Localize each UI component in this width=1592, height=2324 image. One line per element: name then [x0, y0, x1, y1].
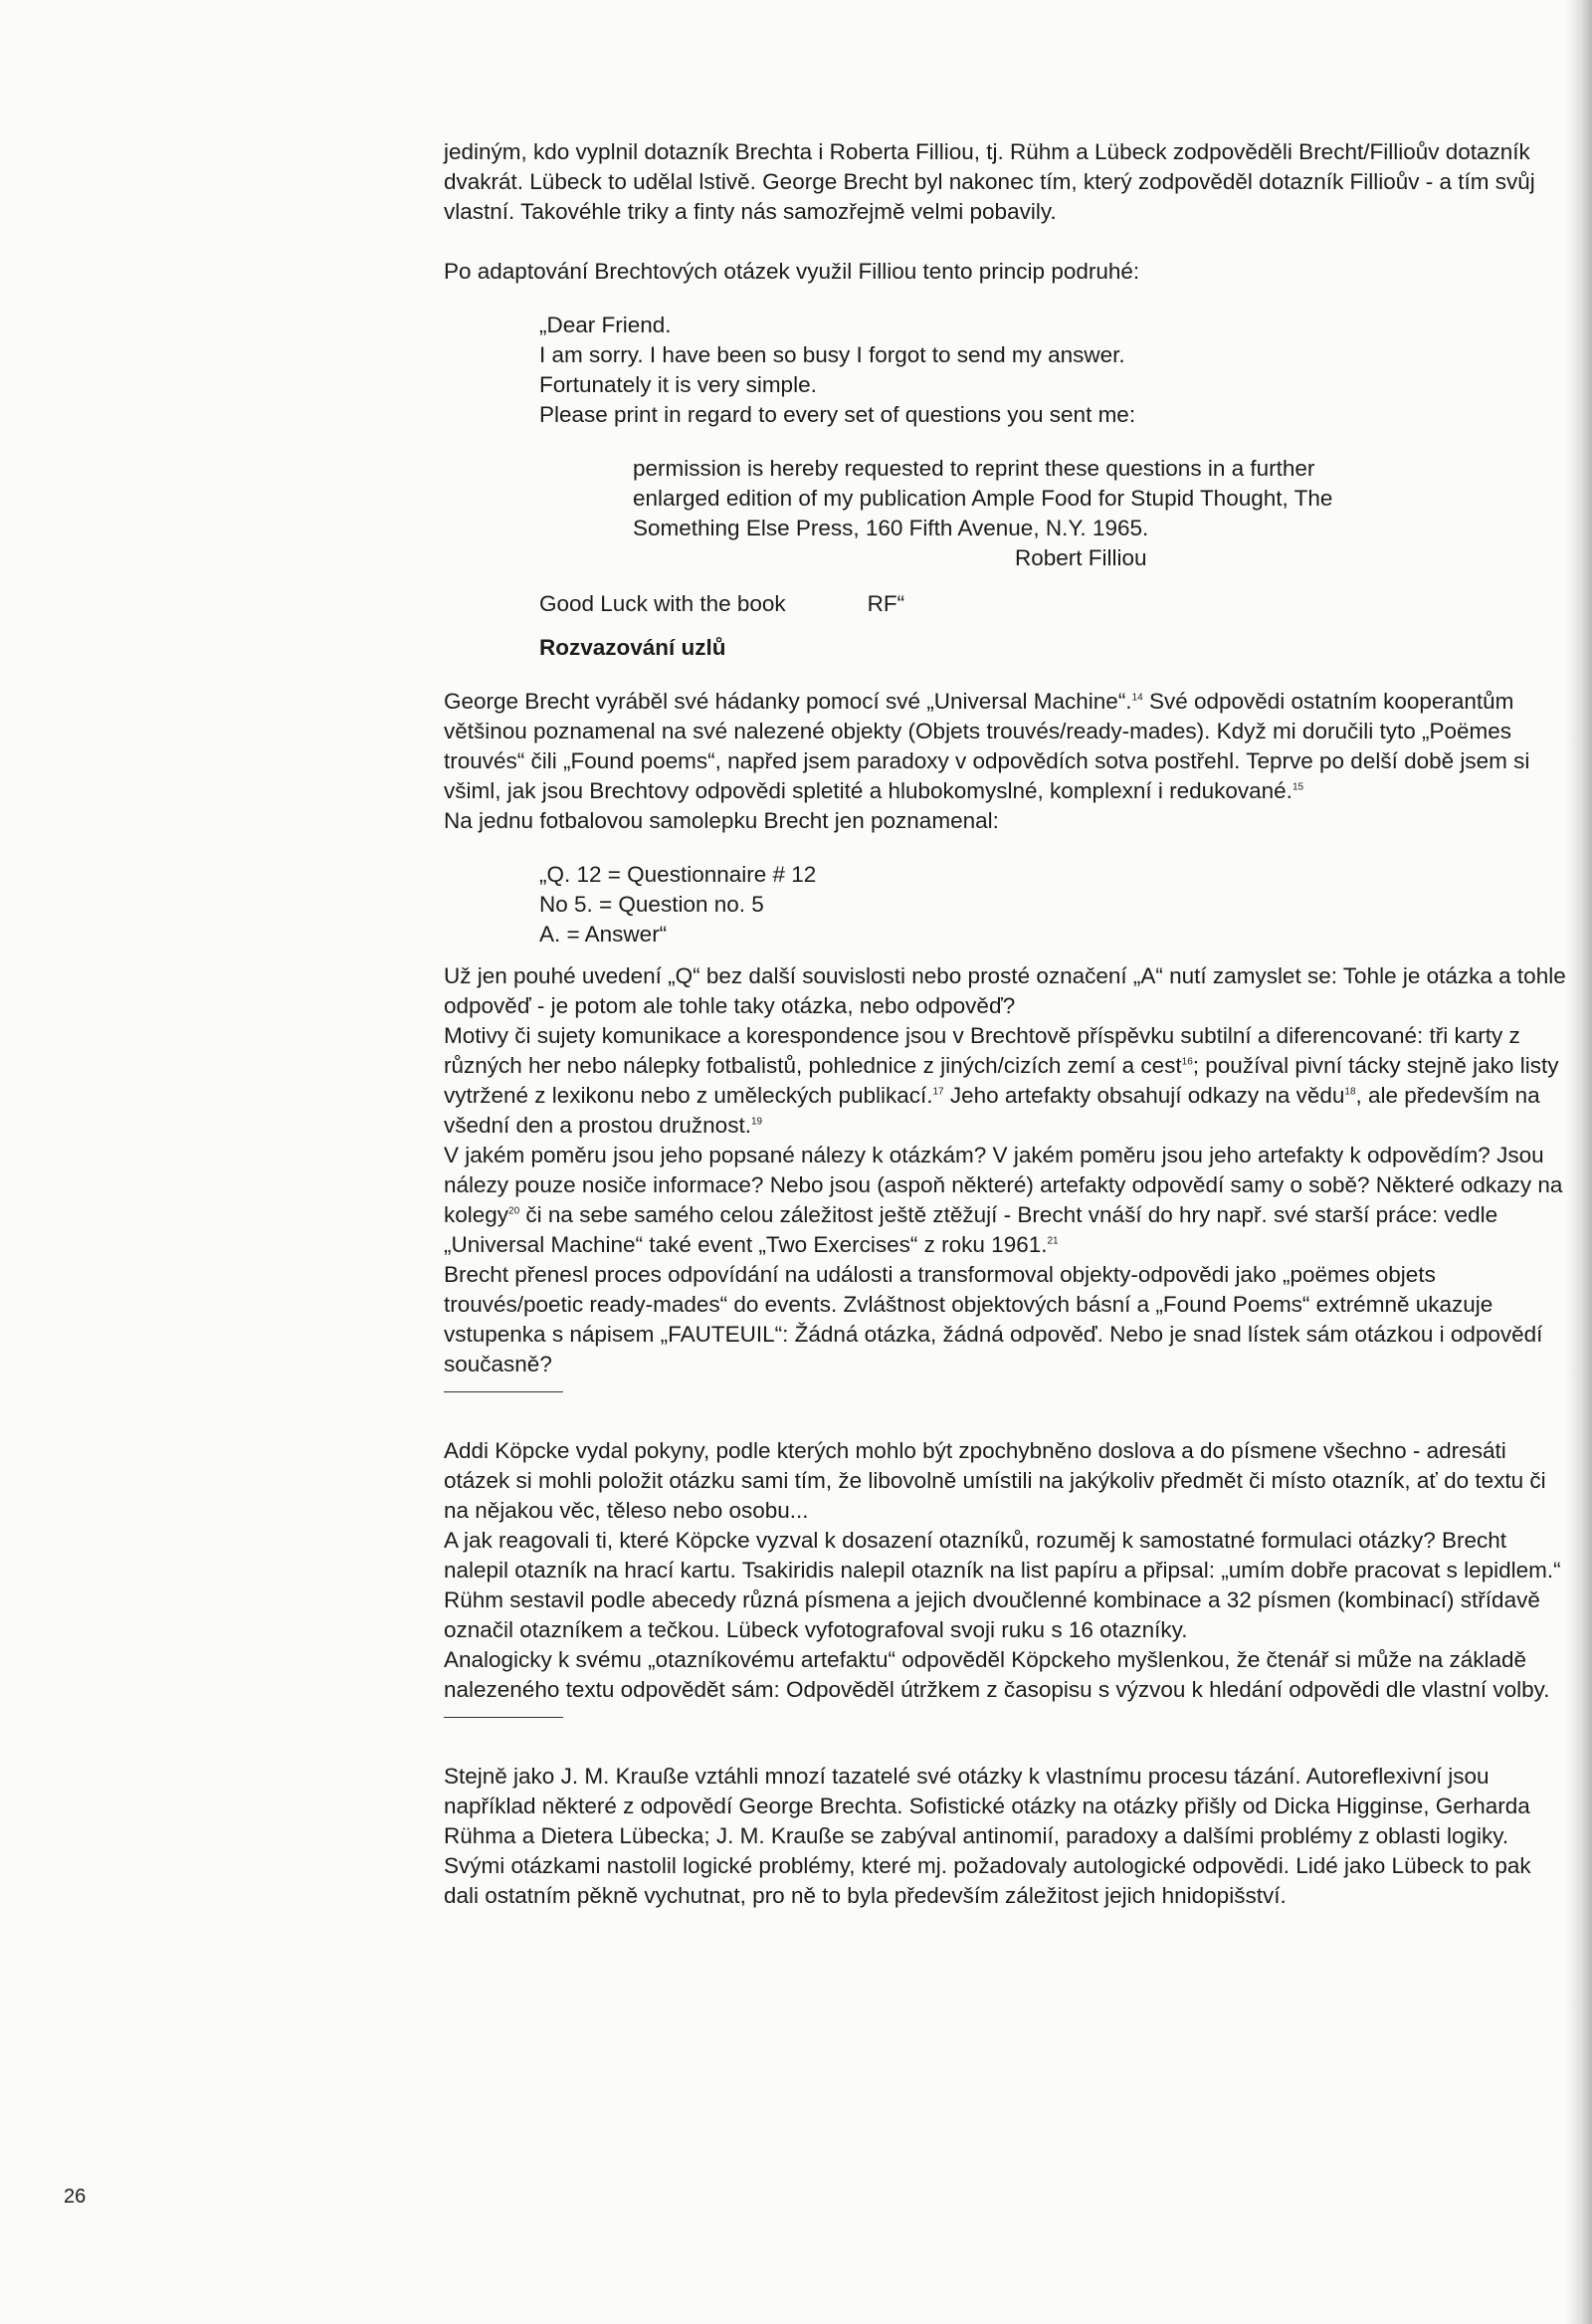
footnote-ref: 16: [1181, 1056, 1193, 1068]
text-run: George Brecht vyráběl své hádanky pomocí své „Universal Machine“.: [444, 689, 1132, 714]
section3-paragraph: Stejně jako J. M. Krauße vztáhli mnozí tazatelé své otázky k vlastnímu procesu tázání. Autoreflexivní jsou například některé z odpovědí George Brechta. Sofistické otázky na otázky přišly od Dicka Higginse, Gerharda Rühma a Dietera Lübecka; J. M. Krauße se zabýval antinomií, paradoxy a dalšími problémy z oblasti logiky. Svými otázkami nastolil logické problémy, které mj. požadovaly autologické odpovědi. Lidé jako Lübeck to pak dali ostatním pěkně vychutnat, pro ně to byla především záležitost jejich hnidopišství.: [444, 1764, 1531, 1908]
section1-paragraph: [444, 1021, 1568, 1141]
footnote-ref: 17: [932, 1086, 944, 1098]
brecht-note-line: A. = Answer“: [539, 922, 668, 947]
section-heading: Rozvazování uzlů: [539, 635, 726, 660]
section1-paragraph: Brecht přenesl proces odpovídání na události a transformoval objekty-odpovědi jako „poëmes objets trouvés/poetic ready-mades“ do events. Zvláštnost objektových básní a „Found Poems“ extrémně ukazuje vstupenka s nápisem „FAUTEUIL“: Žádná otázka, žádná odpověď. Nebo je snad lístek sám otázkou i odpovědí současně?: [444, 1262, 1543, 1376]
section-divider: [444, 1391, 563, 1392]
letter-initials: RF“: [867, 591, 905, 616]
section2-paragraph: A jak reagovali ti, které Köpcke vyzval k dosazení otazníků, rozuměj k samostatné formulaci otázky? Brecht nalepil otazník na hrací kartu. Tsakiridis nalepil otazník na list papíru a připsal: „umím dobře pracovat s lepidlem.“ Rühm sestavil podle abecedy různá písmena a jejich dvoučlenné kombinace a 32 písmen (kombinací) střídavě označil otazníkem a tečkou. Lübeck vyfotografoval svoji ruku s 16 otazníky.: [444, 1528, 1561, 1642]
letter-line: „Dear Friend.: [539, 313, 672, 337]
brecht-note-line: No 5. = Question no. 5: [539, 892, 764, 917]
text-run: či na sebe samého celou záležitost ještě ztěžují - Brecht vnáší do hry např. své starší práce: vedle „Universal Machine“ také event „Two Exercises“ z roku 1961.: [444, 1202, 1498, 1257]
text-run: V jakém poměru jsou jeho popsané nálezy k otázkám? V jakém poměru jsou jeho artefakty k odpovědím? Jsou nálezy pouze nosiče informace? Nebo jsou (aspoň některé) artefakty odpovědí samy o sobě? Některé odkazy na kolegy: [444, 1143, 1563, 1227]
footnote-ref: 19: [750, 1116, 763, 1128]
filliou-letter: [444, 311, 1568, 619]
footnote-ref: 21: [1047, 1235, 1059, 1247]
footnote-ref: 15: [1292, 781, 1304, 793]
section2-paragraph: Addi Köpcke vydal pokyny, podle kterých mohlo být zpochybněno doslova a do písmene všechno - adresáti otázek si mohli položit otázku sami tím, že libovolně umístili na jakýkoliv předmět či místo otazník, ať do textu či na nějakou věc, těleso nebo osobu...: [444, 1438, 1546, 1523]
letter-closing-text: Good Luck with the book: [539, 591, 786, 616]
footnote-ref: 14: [1131, 692, 1143, 704]
footnote-ref: 18: [1344, 1086, 1356, 1098]
text-run: Jeho artefakty obsahují odkazy na vědu: [943, 1083, 1345, 1108]
text-run: Své odpovědi ostatním kooperantům většinou poznamenal na své nalezené objekty (Objets trouvés/ready-mades). Když mi doručili tyto „Poëmes trouvés“ čili „Found poems“, napřed jsem paradoxy v odpovědích sotva postřehl. Teprve po delší době jsem si všiml, jak jsou Brechtovy odpovědi spletité a hlubokomyslné, komplexní i redukované.: [444, 689, 1530, 803]
adapt-paragraph: Po adaptování Brechtových otázek využil Filliou tento princip podruhé:: [444, 259, 1140, 284]
letter-line: I am sorry. I have been so busy I forgot to send my answer.: [539, 342, 1125, 367]
section1-paragraph: Už jen pouhé uvedení „Q“ bez další souvislosti nebo prosté označení „A“ nutí zamyslet se: Tohle je otázka a tohle odpověď - je potom ale tohle taky otázka, nebo odpověď?: [444, 963, 1566, 1018]
letter-signature: Robert Filliou: [1015, 545, 1147, 570]
intro-paragraph: jediným, kdo vyplnil dotazník Brechta i Roberta Filliou, tj. Rühm a Lübeck zodpověděli Brecht/Fillioův dotazník dvakrát. Lübeck to udělal lstivě. George Brecht byl nakonec tím, který zodpověděl dotazník Fillioův - a tím svůj vlastní. Takovéhle triky a finty nás samozřejmě velmi pobavily.: [444, 139, 1535, 224]
section-divider: [444, 1717, 563, 1718]
letter-line: Fortunately it is very simple.: [539, 372, 817, 397]
brecht-note-line: „Q. 12 = Questionnaire # 12: [539, 862, 817, 887]
letter-permission: permission is hereby requested to reprint these questions in a further enlarged edition of my publication Ample Food for Stupid Thought, The Something Else Press, 160 Fifth Avenue, N.Y. 1965.: [633, 456, 1333, 540]
page-number: 26: [64, 2186, 87, 2208]
text-run: , ale především na všední den a prostou družnost.: [444, 1083, 1540, 1138]
letter-closing: [539, 589, 1568, 619]
section1-paragraph: Na jednu fotbalovou samolepku Brecht jen poznamenal:: [444, 808, 999, 833]
text-run: ; používal pivní tácky stejně jako listy vytržené z lexikonu nebo z uměleckých publikací.: [444, 1053, 1559, 1108]
section1-paragraph: [444, 1141, 1568, 1260]
text-run: Motivy či sujety komunikace a korespondence jsou v Brechtově příspěvku subtilní a diferencované: tři karty z různých her nebo nálepky fotbalistů, pohlednice z jiných/cizích zemí a cest: [444, 1023, 1520, 1078]
letter-line: Please print in regard to every set of questions you sent me:: [539, 402, 1136, 427]
section1-paragraph: [444, 687, 1568, 806]
page-edge-shadow: [1566, 0, 1592, 2324]
section2-paragraph: Analogicky k svému „otazníkovému artefaktu“ odpověděl Köpckeho myšlenkou, že čtenář si může na základě nalezeného textu odpovědět sám: Odpověděl útržkem z časopisu s výzvou k hledání odpovědi dle vlastní volby.: [444, 1647, 1550, 1702]
footnote-ref: 20: [508, 1205, 520, 1217]
text-column: [444, 137, 1568, 1911]
